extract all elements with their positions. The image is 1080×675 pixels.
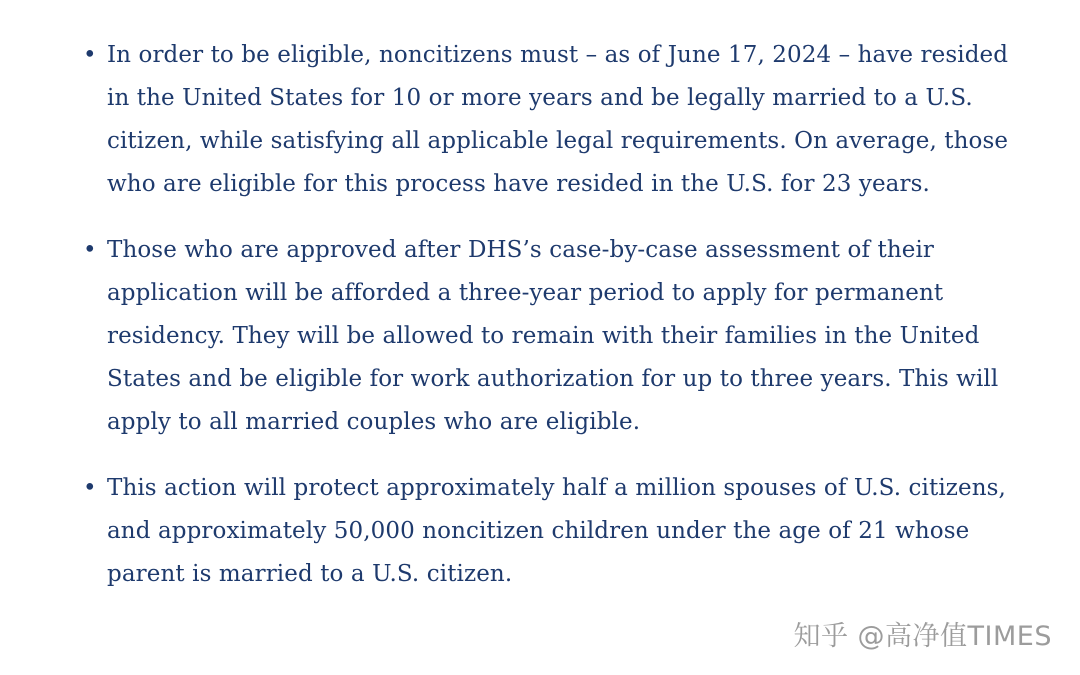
fact-sheet-content xyxy=(107,34,1012,596)
bullet-item-approval-period xyxy=(107,229,1012,444)
bullet-text: In order to be eligible, noncitizens must – as of June 17, 2024 – have resided in the United States for 10 or more years and be legally married to a U.S. citizen, while satisfying all applicable legal requirements. On average, those who are eligible for this process have resided in the U.S. for 23 years. xyxy=(107,42,1009,197)
watermark-zhihu: 知乎 @高净值TIMES xyxy=(793,621,1052,652)
bullet-text: This action will protect approximately half a million spouses of U.S. citizens, and approximately 50,000 noncitizen children under the age of 21 whose parent is married to a U.S. citizen. xyxy=(107,475,1006,587)
bullet-item-protection-scope xyxy=(107,467,1012,596)
bullet-item-eligibility xyxy=(107,34,1012,206)
bullet-list xyxy=(107,34,1012,596)
bullet-text: Those who are approved after DHS’s case-by-case assessment of their application will be afforded a three-year period to apply for permanent residency. They will be allowed to remain with their families in the United States and be eligible for work authorization for up to three years. This will apply to all married couples who are eligible. xyxy=(107,237,999,435)
